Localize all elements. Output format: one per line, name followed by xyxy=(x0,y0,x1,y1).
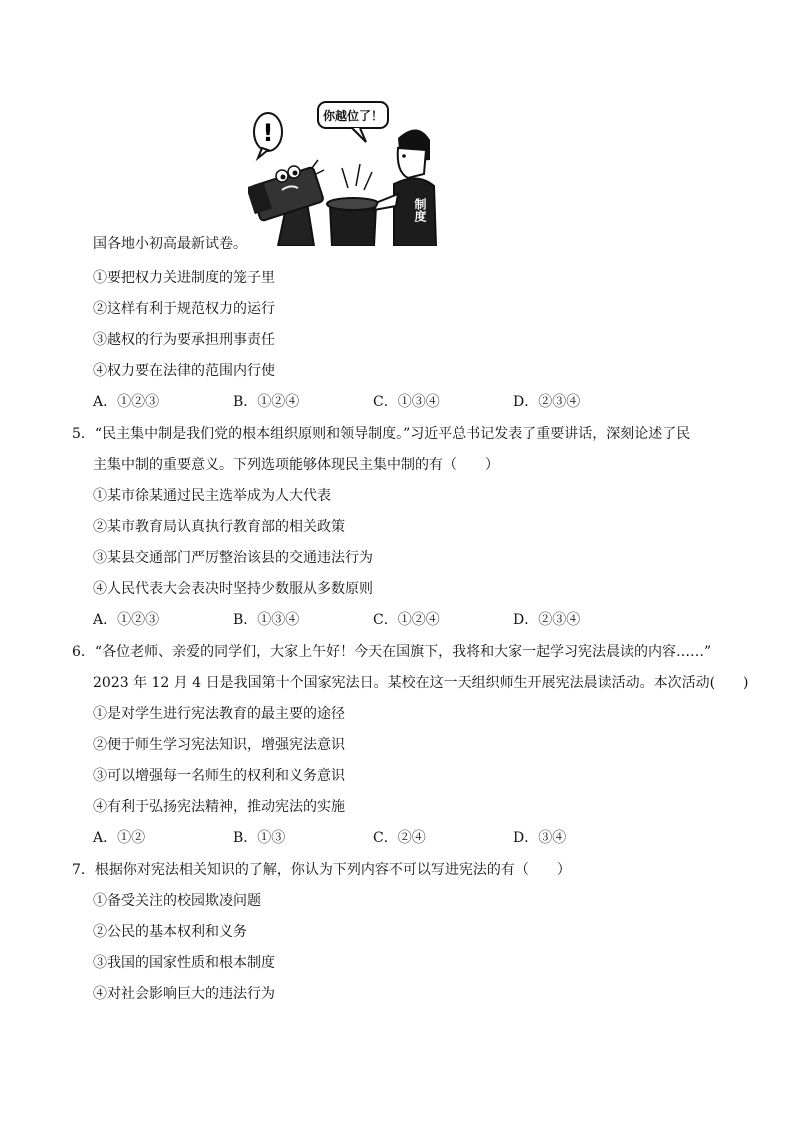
q4-option-d[interactable]: D．②③④ xyxy=(513,394,581,410)
cartoon-illustration xyxy=(248,98,438,246)
q5-item-3: ③某县交通部门严厉整治该县的交通违法行为 xyxy=(93,550,373,566)
q7-item-2: ②公民的基本权利和义务 xyxy=(93,924,247,940)
q6-stem-line1: 6．“各位老师、亲爱的同学们，大家上午好！今天在国旗下，我将和大家一起学习宪法晨读的内容……” xyxy=(72,644,712,660)
q6-item-4: ④有利于弘扬宪法精神，推动宪法的实施 xyxy=(93,799,345,815)
q4-option-b[interactable]: B．①②④ xyxy=(233,394,300,410)
q6-option-d[interactable]: D．③④ xyxy=(513,830,567,846)
q4-tail-text: 国各地小初高最新试卷。 xyxy=(93,236,247,252)
q5-option-b[interactable]: B．①③④ xyxy=(233,612,300,628)
q4-item-3: ③越权的行为要承担刑事责任 xyxy=(93,332,275,348)
gavel-character xyxy=(248,160,324,246)
q5-option-c[interactable]: C．①②④ xyxy=(373,612,440,628)
q5-option-a[interactable]: A．①②③ xyxy=(93,612,160,628)
q6-item-2: ②便于师生学习宪法知识，增强宪法意识 xyxy=(93,737,345,753)
speech-text: 你越位了！ xyxy=(322,109,384,123)
q6-stem-line2: 2023 年 12 月 4 日是我国第十个国家宪法日。某校在这一天组织师生开展宪法晨读活动。本次活动( ) xyxy=(93,675,749,691)
q5-option-d[interactable]: D．②③④ xyxy=(513,612,581,628)
q4-item-4: ④权力要在法律的范围内行使 xyxy=(93,363,275,379)
q6-item-1: ①是对学生进行宪法教育的最主要的途径 xyxy=(93,706,345,722)
q5-stem-line2: 主集中制的重要意义。下列选项能够体现民主集中制的有（ ） xyxy=(93,457,499,473)
q6-option-b[interactable]: B．①③ xyxy=(233,830,286,846)
q6-option-a[interactable]: A．①② xyxy=(93,830,146,846)
badge-text: 制度 xyxy=(413,198,427,222)
q6-option-c[interactable]: C．②④ xyxy=(373,830,426,846)
system-man xyxy=(374,129,436,246)
q6-item-3: ③可以增强每一名师生的权利和义务意识 xyxy=(93,768,345,784)
q7-item-4: ④对社会影响巨大的违法行为 xyxy=(93,986,275,1002)
q4-option-a[interactable]: A．①②③ xyxy=(93,394,160,410)
q5-item-4: ④人民代表大会表决时坚持少数服从多数原则 xyxy=(93,581,373,597)
q5-item-1: ①某市徐某通过民主选举成为人大代表 xyxy=(93,488,331,504)
q5-stem-line1: 5．“民主集中制是我们党的根本组织原则和领导制度。”习近平总书记发表了重要讲话，深刻论述了民 xyxy=(72,426,691,442)
q7-item-1: ①备受关注的校园欺凌问题 xyxy=(93,893,261,909)
exclamation-bubble xyxy=(254,113,282,158)
q4-item-2: ②这样有利于规范权力的运行 xyxy=(93,301,275,317)
speech-bubble xyxy=(318,102,388,142)
q7-item-3: ③我国的国家性质和根本制度 xyxy=(93,955,275,971)
q5-item-2: ②某市教育局认真执行教育部的相关政策 xyxy=(93,519,345,535)
podium xyxy=(327,164,379,246)
q4-item-1: ①要把权力关进制度的笼子里 xyxy=(93,270,275,286)
exclaim-text: ! xyxy=(262,119,274,147)
q7-stem: 7．根据你对宪法相关知识的了解，你认为下列内容不可以写进宪法的有（ ） xyxy=(72,862,571,878)
q4-option-c[interactable]: C．①③④ xyxy=(373,394,440,410)
